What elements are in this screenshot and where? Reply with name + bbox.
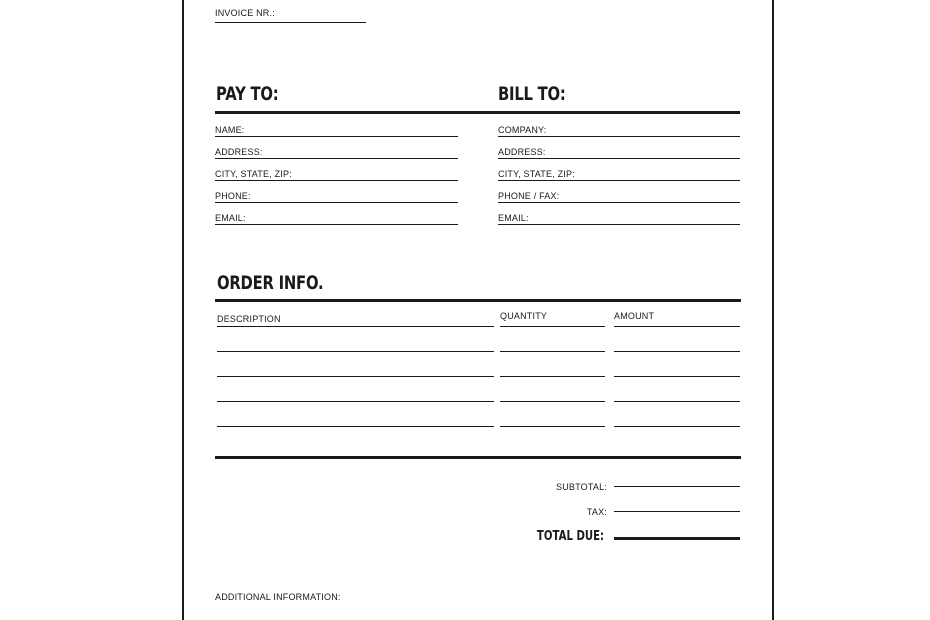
description-cell[interactable]: [217, 426, 494, 427]
pay-to-address-label: ADDRESS:: [215, 147, 263, 157]
amount-column-header: AMOUNT: [614, 311, 655, 321]
quantity-cell[interactable]: [500, 351, 605, 352]
quantity-cell[interactable]: [500, 426, 605, 427]
quantity-cell[interactable]: [500, 326, 605, 327]
quantity-column-header: QUANTITY: [500, 311, 548, 321]
amount-cell[interactable]: [614, 401, 740, 402]
description-cell[interactable]: [217, 326, 494, 327]
order-table-bottom-rule: [215, 456, 741, 459]
total-due-field[interactable]: [614, 537, 740, 540]
pay-to-name-field[interactable]: [215, 136, 458, 137]
amount-cell[interactable]: [614, 351, 740, 352]
order-rule: [215, 299, 741, 302]
quantity-cell[interactable]: [500, 401, 605, 402]
tax-field[interactable]: [614, 511, 740, 512]
pay-to-address-field[interactable]: [215, 158, 458, 159]
description-column-header: DESCRIPTION: [217, 314, 281, 324]
bill-to-city-label: CITY, STATE, ZIP:: [498, 169, 575, 179]
pay-to-phone-field[interactable]: [215, 202, 458, 203]
bill-to-city-field[interactable]: [498, 180, 740, 181]
pay-to-heading: PAY TO:: [216, 83, 279, 105]
total-due-label: TOTAL DUE:: [536, 529, 604, 544]
pay-to-name-label: NAME:: [215, 125, 245, 135]
bill-to-email-label: EMAIL:: [498, 213, 529, 223]
header-rule: [215, 111, 740, 114]
bill-to-company-field[interactable]: [498, 136, 740, 137]
description-cell[interactable]: [217, 376, 494, 377]
bill-to-company-label: COMPANY:: [498, 125, 547, 135]
amount-cell[interactable]: [614, 426, 740, 427]
order-info-heading: ORDER INFO.: [217, 272, 324, 294]
pay-to-city-field[interactable]: [215, 180, 458, 181]
bill-to-address-field[interactable]: [498, 158, 740, 159]
amount-cell[interactable]: [614, 376, 740, 377]
amount-cell[interactable]: [614, 326, 740, 327]
pay-to-phone-label: PHONE:: [215, 191, 251, 201]
description-cell[interactable]: [217, 401, 494, 402]
pay-to-email-field[interactable]: [215, 224, 458, 225]
subtotal-field[interactable]: [614, 486, 740, 487]
invoice-sheet: [182, 0, 774, 620]
description-cell[interactable]: [217, 351, 494, 352]
tax-label: TAX:: [586, 507, 607, 517]
invoice-number-label: INVOICE NR.:: [215, 8, 275, 18]
bill-to-heading: BILL TO:: [498, 83, 566, 105]
bill-to-phone-field[interactable]: [498, 202, 740, 203]
quantity-cell[interactable]: [500, 376, 605, 377]
pay-to-city-label: CITY, STATE, ZIP:: [215, 169, 292, 179]
additional-information-label: ADDITIONAL INFORMATION:: [215, 592, 341, 602]
bill-to-email-field[interactable]: [498, 224, 740, 225]
bill-to-phone-label: PHONE / FAX:: [498, 191, 560, 201]
invoice-number-field[interactable]: [215, 22, 366, 23]
bill-to-address-label: ADDRESS:: [498, 147, 546, 157]
pay-to-email-label: EMAIL:: [215, 213, 246, 223]
subtotal-label: SUBTOTAL:: [556, 482, 607, 492]
